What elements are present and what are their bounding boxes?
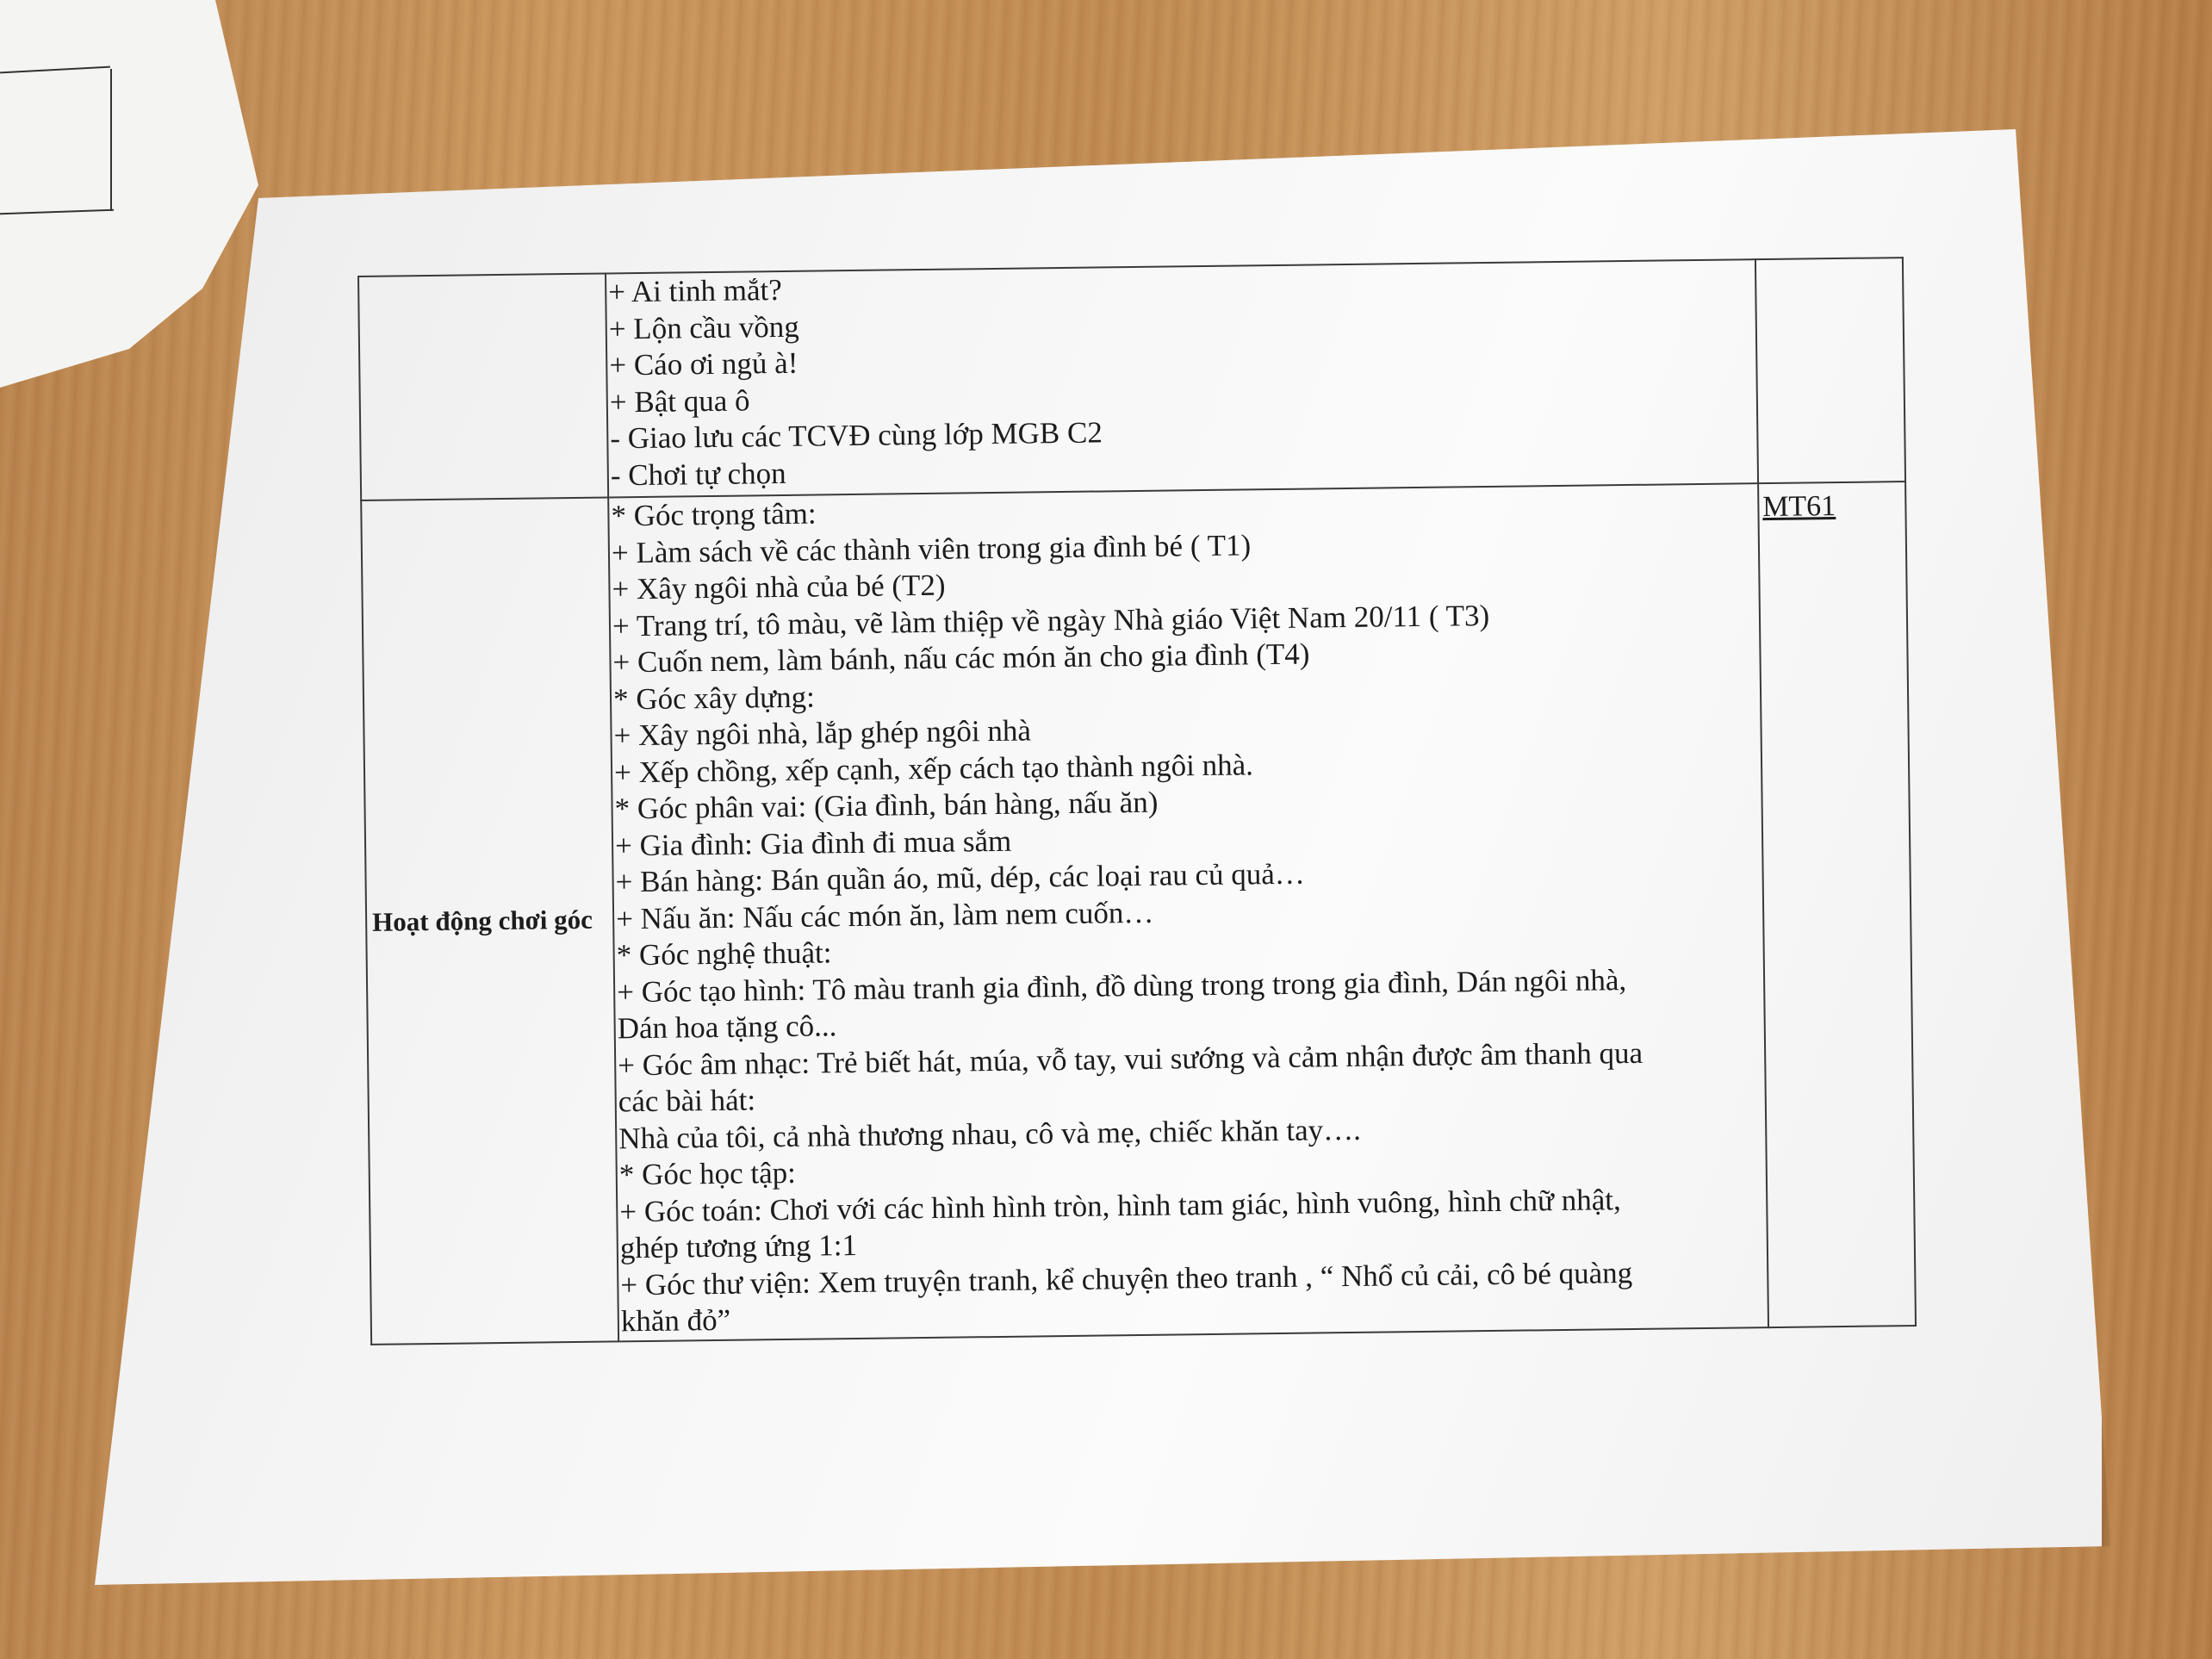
content-line: + Xây ngôi nhà, lắp ghép ngôi nhà [613,713,1032,753]
content-line: * Góc xây dựng: [612,680,816,716]
activity-content-list [609,484,1768,1340]
activity-label [361,385,606,388]
content-line: + Lộn cầu vồng [608,309,799,345]
objective-code-cell [1758,482,1916,1327]
objective-code-cell [1755,258,1905,483]
content-line: + Làm sách về các thành viên trong gia đình bé ( T1) [611,527,1252,569]
lesson-plan-document [357,257,1917,1345]
objective-code [1756,258,1902,267]
content-line: + Xếp chồng, xếp cạnh, xếp cách tạo thành ngôi nhà. [613,747,1254,789]
content-line: + Ai tinh mắt? [608,272,783,309]
table-line [110,69,112,211]
table-row [361,482,1916,1344]
content-line: Dán hoa tặng cô... [617,1009,837,1046]
content-line: * Góc nghệ thuật: [616,935,832,972]
content-line: + Bật qua ô [609,382,750,419]
activity-content-list [606,260,1757,494]
content-line: khăn đỏ” [620,1302,731,1339]
content-line: - Chơi tự chọn [610,456,786,492]
content-line: + Góc toán: Chơi với các hình hình tròn, hình tam giác, hình vuông, hình chữ nhật, [619,1182,1621,1228]
content-line: - Giao lưu các TCVĐ cùng lớp MGB C2 [610,415,1103,456]
content-line: + Góc âm nhạc: Trẻ biết hát, múa, vỗ tay, vui sướng và cảm nhận được âm thanh qua [618,1035,1643,1082]
content-line: + Trang trí, tô màu, vẽ làm thiệp về ngày Nhà giáo Việt Nam 20/11 ( T3) [612,598,1490,643]
content-line: ghép tương ứng 1:1 [619,1227,858,1265]
activity-label: Hoạt động chơi góc [371,904,593,937]
table-row [358,258,1905,500]
content-line: + Cáo ơi ngủ à! [609,345,798,382]
activity-content-cell [608,483,1768,1341]
content-line: + Xây ngôi nhà của bé (T2) [612,568,946,606]
content-line: + Góc tạo hình: Tô màu tranh gia đình, đồ dùng trong trong gia đình, Dán ngôi nhà, [616,962,1627,1009]
content-line: * Góc phân vai: (Gia đình, bán hàng, nấu ăn) [614,785,1159,826]
activity-label-cell [358,273,608,500]
objective-code: MT61 [1762,490,1836,524]
content-line: + Nấu ăn: Nấu các món ăn, làm nem cuốn… [615,895,1154,935]
activity-label-cell [361,497,618,1344]
activity-table [357,257,1917,1345]
content-line: + Bán hàng: Bán quần áo, mũ, dép, các loại rau củ quả… [615,856,1306,899]
content-line: + Gia đình: Gia đình đi mua sắm [614,823,1012,862]
table-line [0,66,110,74]
activity-content-cell [606,259,1758,497]
content-line: + Góc thư viện: Xem truyện tranh, kể chuyện theo tranh , “ Nhổ củ cải, cô bé quàng [620,1255,1633,1302]
content-line: Nhà của tôi, cả nhà thương nhau, cô và mẹ, chiếc khăn tay…. [618,1112,1362,1155]
content-line: * Góc học tập: [618,1155,797,1192]
content-line: * Góc trọng tâm: [611,496,817,533]
content-line: các bài hát: [618,1083,756,1119]
table-line [0,209,114,215]
content-line: + Cuốn nem, làm bánh, nấu các món ăn cho gia đình (T4) [612,637,1310,680]
background-paper-sheet [0,0,258,388]
